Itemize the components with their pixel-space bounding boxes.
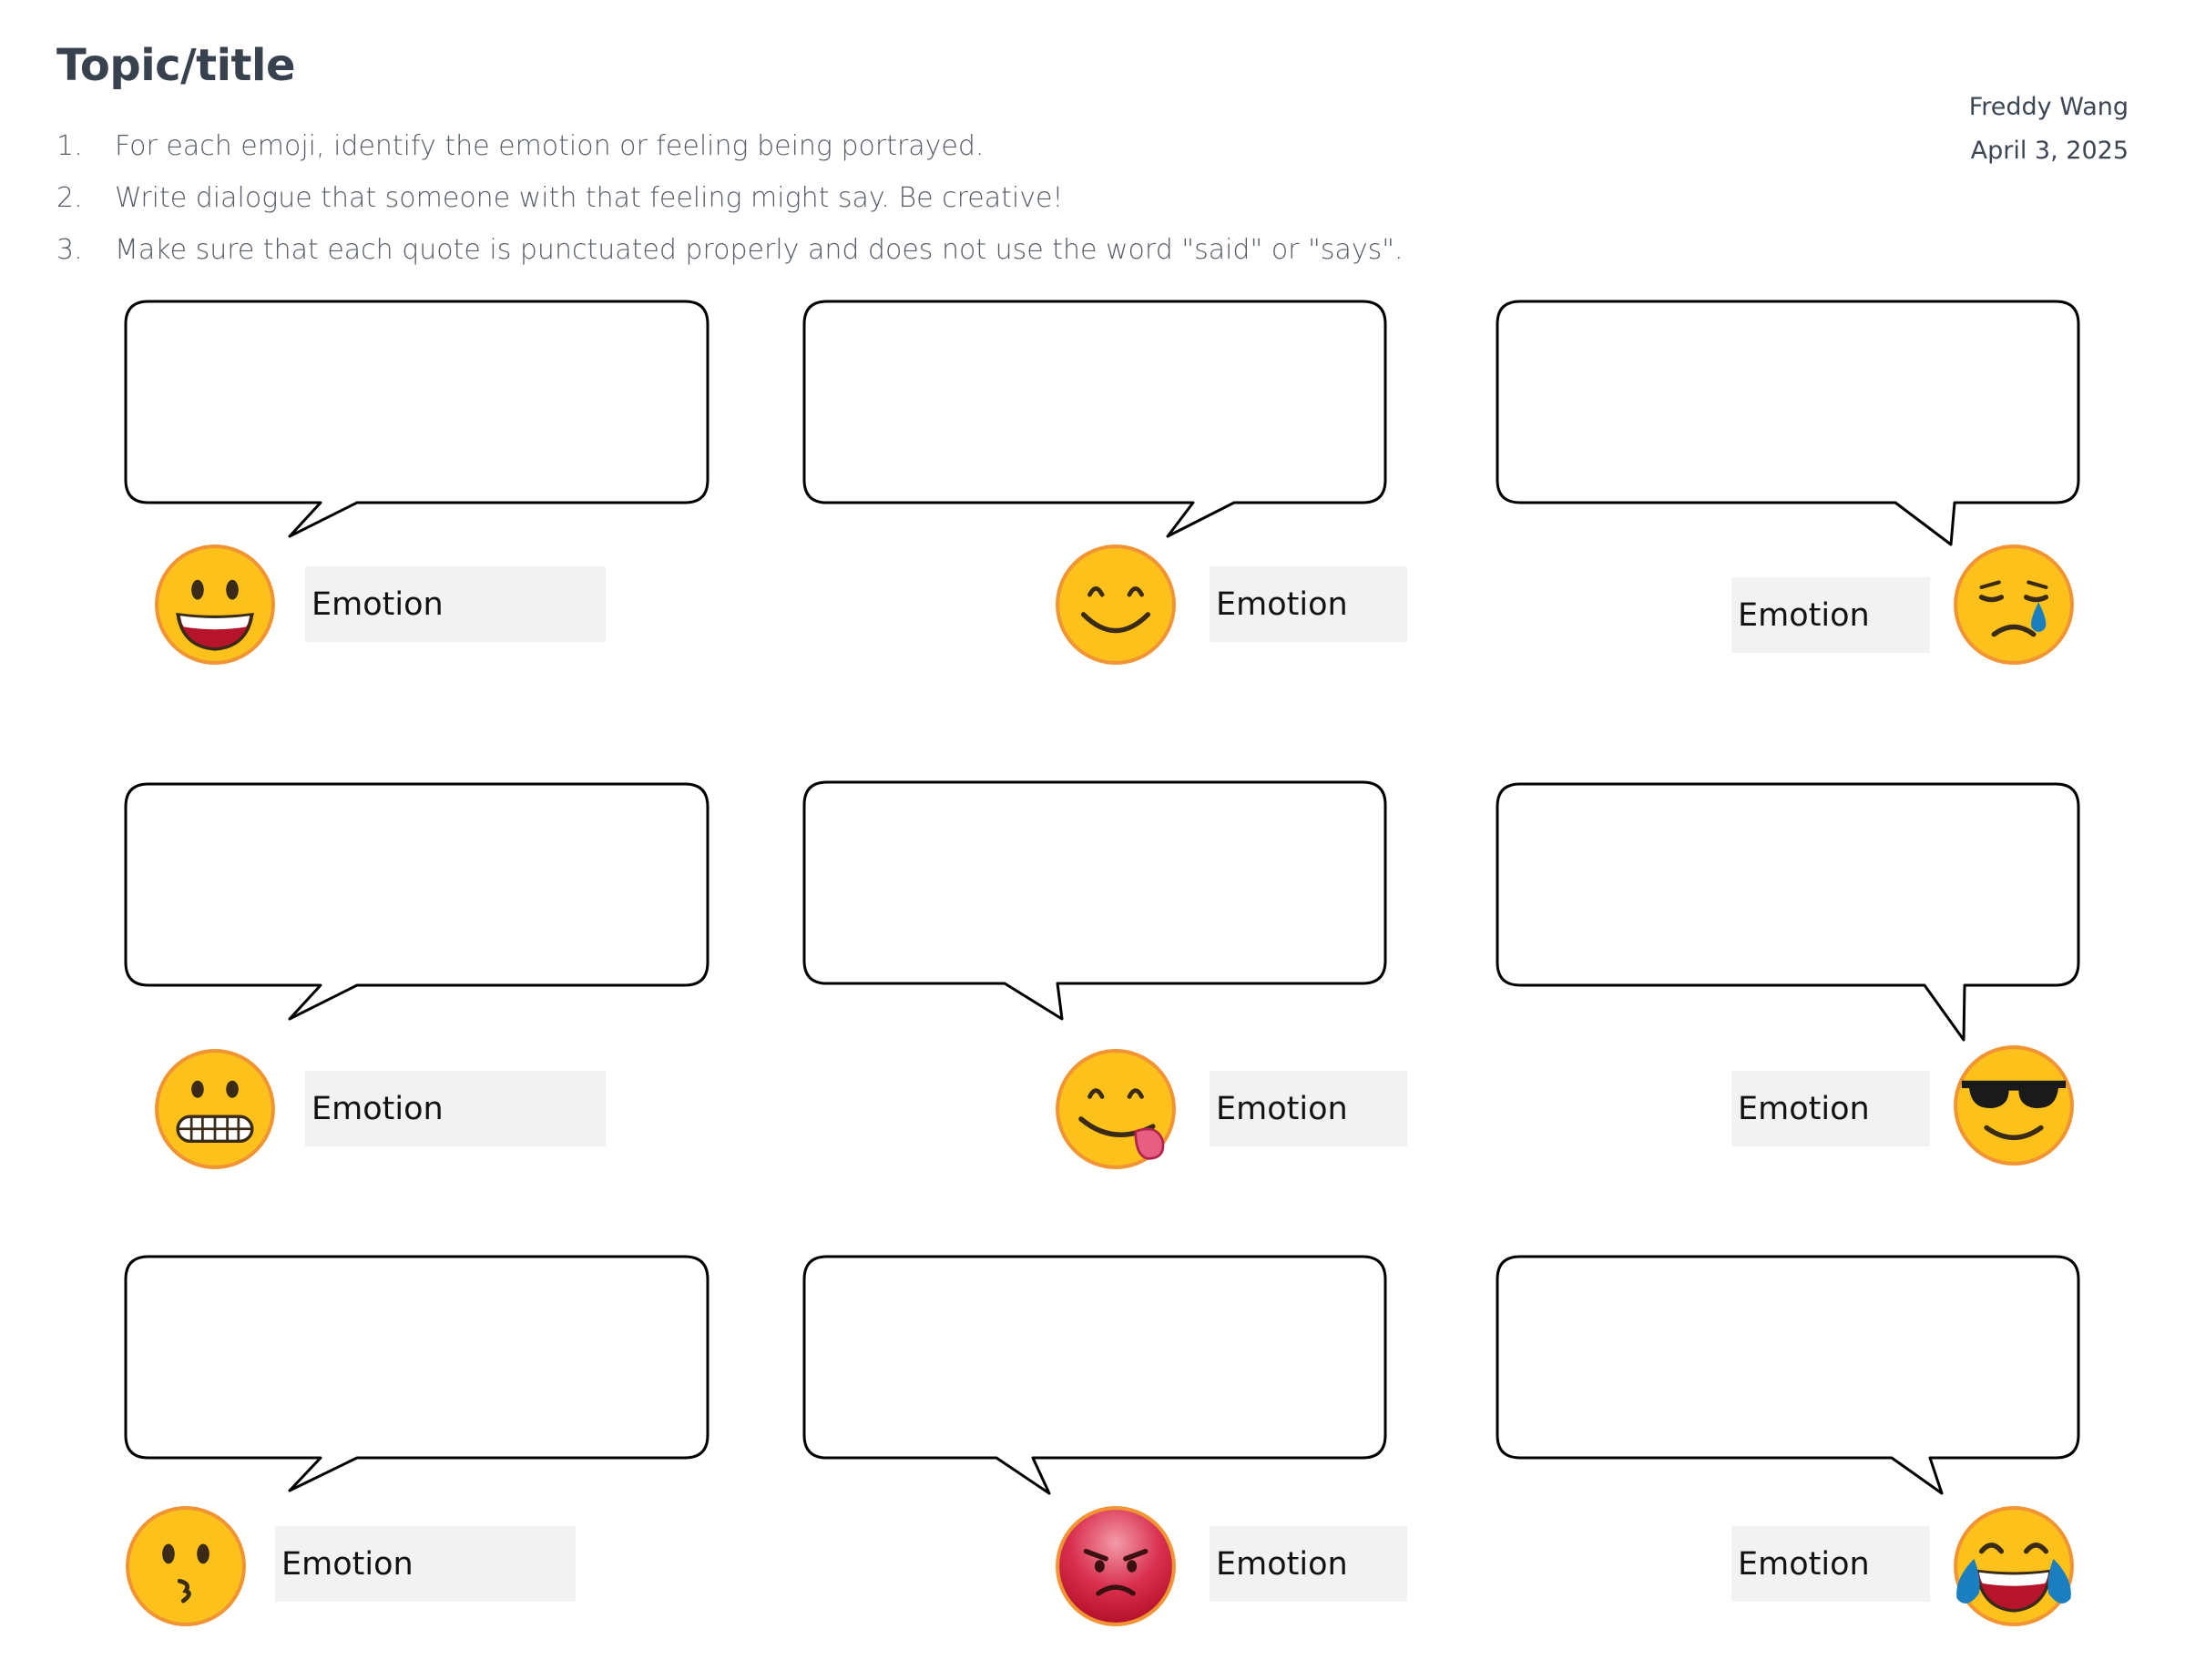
speech-bubble-6[interactable]	[1497, 784, 2078, 1040]
page-title: Topic/title	[56, 40, 295, 91]
emotion-label-9[interactable]: Emotion	[1731, 1526, 1930, 1602]
kissing-face-icon	[124, 1504, 248, 1628]
angry-red-face-icon	[1054, 1504, 1178, 1628]
savoring-face-tongue-icon	[1054, 1047, 1178, 1171]
tears-of-joy-face-icon	[1952, 1504, 2076, 1628]
speech-bubble-1[interactable]	[126, 301, 708, 536]
instruction-number: 3.	[56, 234, 83, 266]
speech-bubble-4[interactable]	[126, 784, 708, 1019]
emotion-label-7[interactable]: Emotion	[275, 1526, 576, 1602]
grimacing-face-icon	[153, 1047, 277, 1171]
sunglasses-face-icon	[1952, 1044, 2076, 1167]
instruction-number: 1.	[56, 130, 83, 162]
speech-bubble-5[interactable]	[804, 782, 1385, 1019]
crying-face-icon	[1952, 543, 2076, 667]
speech-bubble-7[interactable]	[126, 1257, 708, 1491]
emotion-label-4[interactable]: Emotion	[305, 1071, 606, 1146]
emotion-label-2[interactable]: Emotion	[1210, 566, 1407, 642]
date: April 3, 2025	[1970, 137, 2129, 165]
grinning-face-icon	[153, 543, 277, 667]
smiling-face-icon	[1054, 543, 1178, 667]
emotion-label-3[interactable]: Emotion	[1731, 577, 1930, 653]
author-name: Freddy Wang	[1968, 93, 2129, 121]
instruction-number: 2.	[56, 182, 83, 214]
instruction-text: Make sure that each quote is punctuated properly and does not use the word "said" or "says".	[115, 234, 1404, 266]
speech-bubble-3[interactable]	[1497, 301, 2078, 545]
emotion-label-1[interactable]: Emotion	[305, 566, 606, 642]
emotion-label-8[interactable]: Emotion	[1210, 1526, 1407, 1602]
instruction-text: For each emoji, identify the emotion or feeling being portrayed.	[115, 130, 985, 162]
emotion-label-6[interactable]: Emotion	[1731, 1071, 1930, 1146]
speech-bubble-9[interactable]	[1497, 1257, 2078, 1493]
emotion-label-5[interactable]: Emotion	[1210, 1071, 1407, 1146]
speech-bubble-8[interactable]	[804, 1257, 1385, 1493]
speech-bubble-2[interactable]	[804, 301, 1385, 536]
instruction-text: Write dialogue that someone with that feeling might say. Be creative!	[115, 182, 1064, 214]
